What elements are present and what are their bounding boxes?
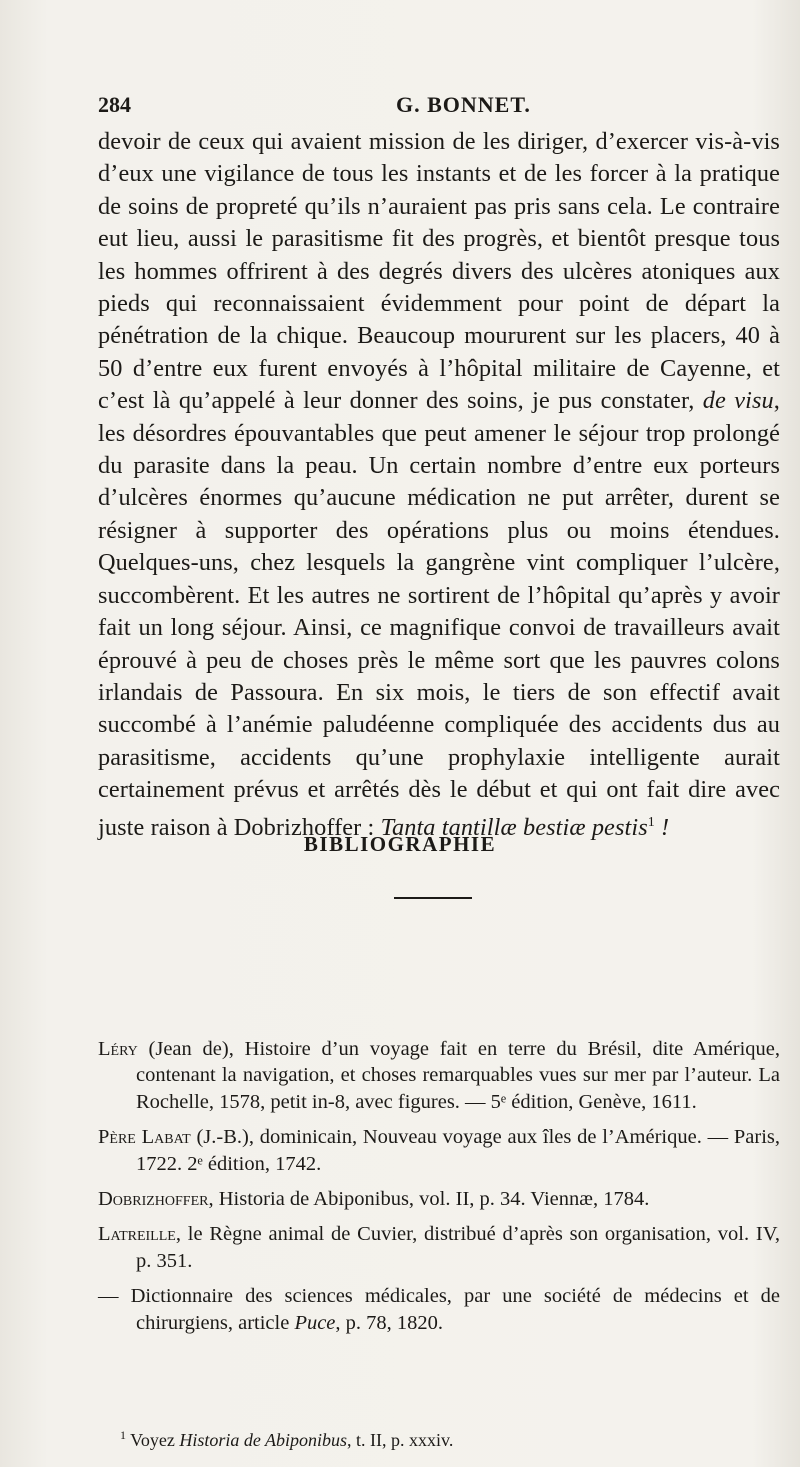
body-text-end: ! [654,813,670,841]
bib-italic: Puce [294,1311,336,1334]
bib-text-tail: , p. 78, 1820. [335,1311,444,1334]
bib-text: , le Règne animal de Cuvier, distribué d’après son organisation, vol. IV, p. 351. [136,1223,780,1272]
bib-text: (Jean de), Histoire d’un voyage fait en terre du Brésil, dite Amérique, contenant la navigation, et choses remarquables vues sur mer par l’auteur. La Rochelle, 1578, petit in-8, avec figures. — 5ᵉ édition, Genève, 1611. [136,1038,780,1113]
section-rule [394,897,472,899]
bibliography-list [98,1036,780,1345]
body-text-2: , les désordres épouvantables que peut amener le séjour trop prolongé du parasite dans la peau. Un certain nombre d’entre eux porteurs d’ulcères énormes qu’aucune médication ne put arrêter, durent se résigner à supporter des opérations plus ou moins étendues. Quelques-uns, chez lesquels la gangrène vint compliquer l’ulcère, succombèrent. Et les autres ne sortirent de l’hôpital qu’après y avoir fait un long séjour. Ainsi, ce magnifique convoi de travailleurs avait éprouvé à peu de choses près le même sort que les pauvres colons irlandais de Passoura. En six mois, le tiers de son effectif avait succombé à l’anémie paludéenne compliquée des accidents dus au parasitisme, accidents qu’une prophylaxie intelligente aurait certainement prévus et arrêtés dès le début et qui ont fait dire avec juste raison à Dobrizhoffer : [98,387,780,841]
footnote-text-tail: , t. II, p. xxxiv. [347,1430,454,1450]
bib-text: — Dictionnaire des sciences médicales, par une société de médecins et de chirurgiens, article [98,1285,780,1334]
footnote-italic: Historia de Abiponibus [179,1430,348,1450]
bib-entry [98,1186,780,1212]
bib-author: Latreille [98,1223,176,1246]
body-paragraph [98,126,780,844]
bib-entry [98,1221,780,1274]
body-italic-2: Tanta tantillæ bestiæ pestis [380,813,648,841]
footnote-text: Voyez [126,1430,180,1450]
running-title: G. BONNET. [396,92,531,117]
bib-text: (J.-B.), dominicain, Nouveau voyage aux îles de l’Amérique. — Paris, 1722. 2ᵉ édition, 1742. [136,1126,780,1175]
bib-entry [98,1124,780,1177]
footnote-ref: 1 [647,814,655,830]
section-title: BIBLIOGRAPHIE [303,832,497,856]
body-text-1: devoir de ceux qui avaient mission de les diriger, d’exercer vis-à-vis d’eux une vigilance de tous les instants et de les forcer à la pratique de soins de propreté qu’ils n’auraient pas pris sans cela. Le contraire eut lieu, aussi le parasitisme fit des progrès, et bientôt presque tous les hommes offrirent à des degrés divers des ulcères atoniques aux pieds qui reconnaissaient évidemment pour point de départ la pénétration de la chique. Beaucoup moururent sur les placers, 40 à 50 d’entre eux furent envoyés à l’hôpital militaire de Cayenne, et c’est là qu’appelé à leur donner des soins, je pus constater, [98,128,780,415]
page-number: 284 [98,92,131,117]
bib-author: Père Labat [98,1126,191,1149]
footnote [120,1428,780,1451]
bib-entry [98,1283,780,1336]
bib-author: Dobrizhoffer [98,1188,209,1211]
footnote-marker: 1 [120,1428,126,1442]
bib-text: , Historia de Abiponibus, vol. II, p. 34. Viennæ, 1784. [208,1188,650,1211]
body-italic-1: de visu [702,387,774,415]
bib-author: Léry [98,1038,138,1060]
page-header [98,92,778,122]
bib-entry [98,1036,780,1115]
